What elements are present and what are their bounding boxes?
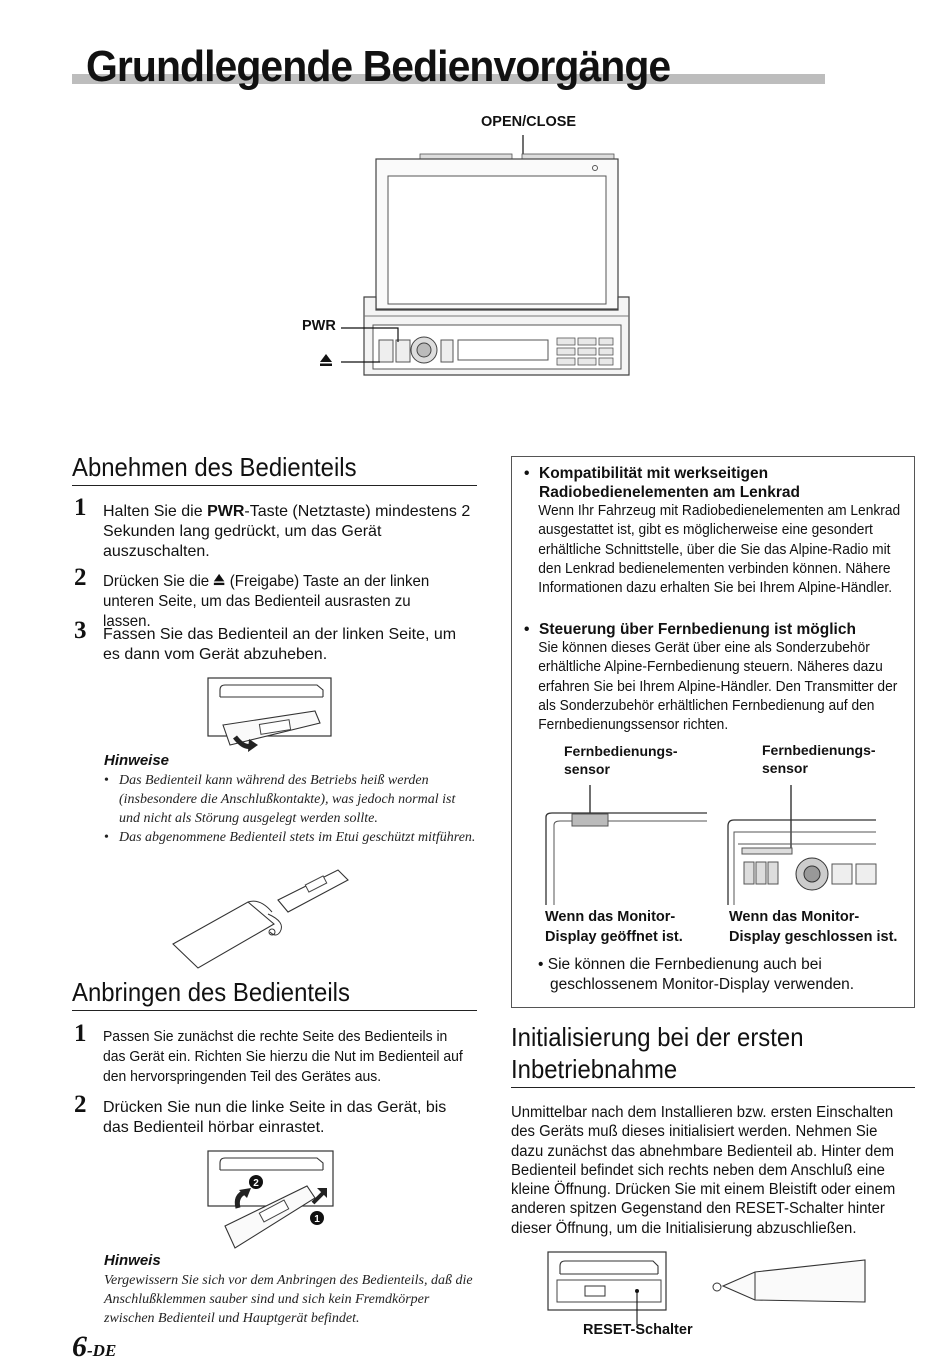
reset-illustration — [545, 1250, 875, 1325]
info-box — [511, 456, 915, 1008]
monitor-closed-illustration — [724, 782, 894, 907]
marker-1: 1 — [314, 1214, 320, 1225]
hinweis-item: • Das Bedienteil kann während des Betriebs heiß werden (insbesondere die Anschlußkontakte), was jedoch normal ist und nicht als Störung ausgelegt werden sollte. — [104, 771, 476, 828]
monitor-open-illustration — [542, 777, 712, 907]
step-number: 1 — [74, 1020, 87, 1047]
info-item-heading: • Steuerung über Fernbedienung ist möglich — [524, 620, 910, 639]
section-rule — [72, 1010, 477, 1011]
section-title-abnehmen: Abnehmen des Bedienteils — [72, 452, 357, 482]
detach-illustration — [205, 675, 335, 760]
step-2-text: Drücken Sie nun die linke Seite in das Gerät, bis das Bedienteil hörbar einrastet. — [103, 1099, 447, 1136]
step-3-text: Fassen Sie das Bedienteil an der linken Seite, um es dann vom Gerät abzuheben. — [103, 626, 457, 663]
info-item-remote — [524, 620, 910, 735]
remote-note: • Sie können die Fernbedienung auch bei geschlossenem Monitor-Display verwenden. — [538, 956, 855, 993]
hinweis-item: • Das abgenommene Bedienteil stets im Etui geschützt mitführen. — [104, 828, 476, 847]
eject-icon — [319, 353, 333, 372]
page-number: 6-DE — [72, 1330, 117, 1363]
info-item-body: Sie können dieses Gerät über eine als Sonderzubehör erhältliche Alpine-Fernbedienung steuern. Näheres dazu erfahren Sie bei Ihrem Alpine-Händler. Den Transmitter der als Sonderzubehör erhältlichen Fernbedienung auf den Fernbedienungssensor richten. — [538, 640, 898, 734]
step-1-text: Passen Sie zunächst die rechte Seite des Bedienteils in das Gerät ein. Richten Sie hierzu die Nut im Bedienteil auf den hervorspringenden Teil des Gerätes aus. — [103, 1028, 463, 1085]
pwr-label: PWR — [302, 318, 336, 334]
hinweis-text: Vergewissern Sie sich vor dem Anbringen des Bedienteils, daß die Anschlußklemmen sauber sind und sich kein Fremdkörper zwischen Bedienteil und Hauptgerät befindet. — [104, 1273, 473, 1326]
step-number: 3 — [74, 617, 87, 644]
step-1-text: Halten Sie die PWR-Taste (Netztaste) mindestens 2 Sekunden lang gedrückt, um das Gerät auszuschalten. — [103, 503, 471, 560]
sensor-label-right: Fernbedienungs- sensor — [762, 742, 876, 776]
section-rule — [72, 485, 477, 486]
attach-illustration — [205, 1148, 340, 1253]
step-number: 2 — [74, 564, 87, 591]
open-close-label: OPEN/CLOSE — [481, 114, 577, 130]
hinweis-title: Hinweis — [104, 1252, 161, 1269]
hinweise-title: Hinweise — [104, 752, 170, 769]
hinweise-list — [104, 771, 476, 847]
step-number: 2 — [74, 1091, 87, 1118]
head-unit-illustration — [336, 130, 636, 380]
step-2-text: Drücken Sie die (Freigabe) Taste an der linken unteren Seite, um das Bedienteil ausrasten zu lassen. — [103, 573, 430, 630]
init-text: Unmittelbar nach dem Installieren bzw. ersten Einschalten des Geräts muß dieses initialisiert werden. Nehmen Sie dazu zunächst das abnehmbare Bedienteil ab. Hinter dem Bedienteil befindet sich rechts neben dem Anschluß eine kleine Öffnung. Drücken Sie mit einem Bleistift oder einem anderen spitzen Gegenstand den RESET-Schalter hinter dieser Öffnung, um die Initialisierung abzuschließen. — [511, 1104, 896, 1237]
marker-2: 2 — [253, 1178, 259, 1189]
eject-icon — [213, 573, 225, 586]
case-illustration — [168, 862, 358, 972]
info-item-steering — [524, 464, 910, 598]
info-item-heading: • Kompatibilität mit werkseitigen Radiobedienelementen am Lenkrad — [524, 464, 910, 502]
reset-switch-label: RESET-Schalter — [583, 1322, 693, 1338]
step-number: 1 — [74, 494, 87, 521]
caption-closed: Wenn das Monitor- Display geschlossen ist. — [729, 909, 898, 945]
sensor-label-left: Fernbedienungs- sensor — [564, 743, 678, 777]
section-rule — [511, 1087, 915, 1088]
page-title: Grundlegende Bedienvorgänge — [86, 42, 671, 91]
section-title-anbringen: Anbringen des Bedienteils — [72, 977, 350, 1007]
info-item-body: Wenn Ihr Fahrzeug mit Radiobedienelementen am Lenkrad ausgestattet ist, gibt es möglicherweise eine gesondert erhältliche Schnittstelle, über die Sie das Alpine-Radio mit den Lenkrad bedienelementen verbinden können. Nähere Informationen dazu erhalten Sie bei Ihrem Alpine-Händler. — [538, 503, 901, 597]
caption-open: Wenn das Monitor- Display geöffnet ist. — [545, 909, 683, 945]
section-title-init: Initialisierung bei der ersten Inbetriebnahme — [511, 1022, 804, 1084]
